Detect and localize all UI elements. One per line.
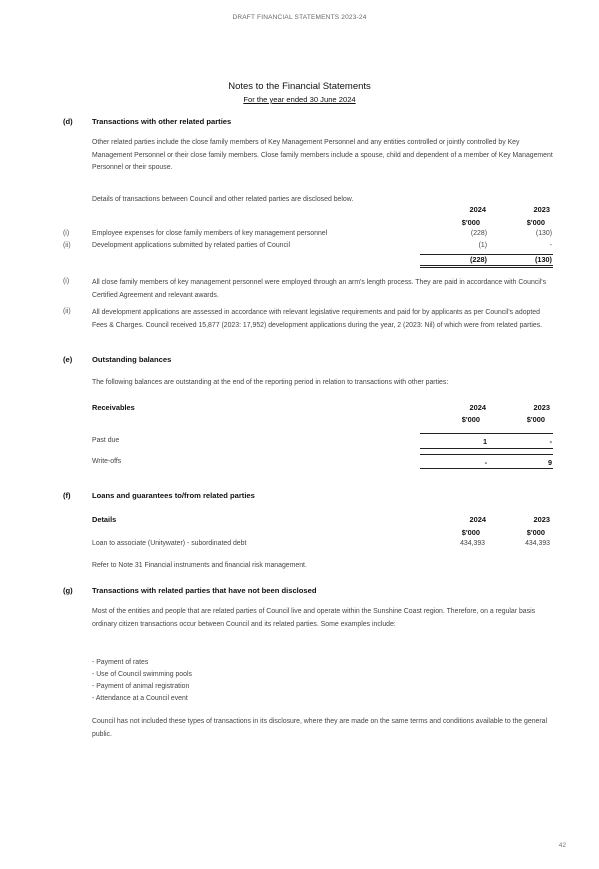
- section-e-row-label: Past due: [92, 437, 120, 444]
- section-d-row-2023: (130): [535, 230, 552, 237]
- section-e-row-rule: [420, 468, 553, 469]
- section-e-letter: (e): [63, 355, 73, 364]
- page-title: Notes to the Financial Statements: [228, 81, 371, 92]
- section-f-col-2024: 2024: [469, 515, 486, 524]
- section-d-unit-2023: $'000: [526, 218, 545, 227]
- section-e-paragraph: The following balances are outstanding at the end of the reporting period in relation to transactions with other parties:: [92, 379, 449, 386]
- section-d-total-2024: (228): [469, 255, 487, 264]
- page-subtitle: For the year ended 30 June 2024: [243, 95, 356, 104]
- section-d-paragraph-1: Other related parties include the close family members of Key Management Personnel and any entities controlled or jointly controlled by Key Management Personnel or their close family members. Close family members include a spouse, child and dependent of a member of Key Management Personnel or their spouse.: [92, 139, 553, 171]
- section-g-list-item: - Payment of rates: [92, 659, 149, 666]
- section-e-header-rule: [420, 433, 553, 434]
- section-d-row-2024: (1): [478, 242, 487, 249]
- section-e-title: Outstanding balances: [92, 355, 172, 364]
- section-f-title: Loans and guarantees to/from related parties: [92, 491, 255, 500]
- section-d-note-ref: (i): [63, 278, 70, 285]
- section-f-row-2024: 434,393: [460, 540, 485, 547]
- section-d-row-ref: (ii): [63, 242, 71, 249]
- section-d-row-label: Employee expenses for close family members of key management personnel: [92, 230, 328, 237]
- section-f-row-2023: 434,393: [525, 540, 550, 547]
- section-d-total-double-rule-2: [420, 267, 553, 268]
- section-d-unit-2024: $'000: [461, 218, 480, 227]
- section-f-note: Refer to Note 31 Financial instruments and financial risk management.: [92, 562, 307, 569]
- section-g-list-item: - Attendance at a Council event: [92, 695, 188, 702]
- section-g-title: Transactions with related parties that have not been disclosed: [92, 586, 317, 595]
- section-d-title: Transactions with other related parties: [92, 117, 232, 126]
- section-g-paragraph-2: Council has not included these types of transactions in its disclosure, where they are made on the same terms and conditions available to the general public.: [92, 718, 548, 738]
- section-d-row-label: Development applications submitted by related parties of Council: [92, 242, 291, 249]
- section-e-row-2023: 9: [547, 458, 552, 467]
- section-d-total-2023: (130): [534, 255, 552, 264]
- section-d-row-2023: -: [549, 242, 552, 249]
- section-g-list-item: - Payment of animal registration: [92, 683, 190, 690]
- section-g-list-item: - Use of Council swimming pools: [92, 671, 192, 678]
- section-e-row-label: Write-offs: [92, 458, 122, 465]
- section-e-row-rule: [420, 448, 553, 449]
- section-g-letter: (g): [63, 586, 73, 595]
- section-f-col-2023: 2023: [533, 515, 550, 524]
- section-e-row-2024: -: [484, 458, 487, 467]
- section-d-note-text: All close family members of key management personnel were employed through an arm's length process. They are paid in accordance with Council's Certified Agreement and relevant awards.: [92, 279, 547, 299]
- section-f-unit-2024: $'000: [461, 528, 480, 537]
- section-e-unit-2024: $'000: [461, 415, 480, 424]
- section-d-paragraph-2: Details of transactions between Council and other related parties are disclosed below.: [92, 196, 354, 203]
- section-e-row-2024: 1: [482, 437, 487, 446]
- section-e-row-2023: -: [549, 437, 552, 446]
- section-f-table-title: Details: [92, 515, 117, 524]
- section-d-letter: (d): [63, 117, 73, 126]
- section-e-row-rule: [420, 454, 553, 455]
- section-d-note-text: All development applications are assessed in accordance with relevant legislative requirements and paid for by applicants as per Council's adopted Fees & Charges. Council received 15,877 (2023: 17,952) development applications during the year, 2 (2023: Nil) of which were from related parties.: [92, 309, 543, 329]
- section-f-unit-2023: $'000: [526, 528, 545, 537]
- section-d-row-ref: (i): [63, 230, 70, 237]
- section-d-col-2023: 2023: [533, 205, 550, 214]
- section-g-paragraph-1: Most of the entities and people that are related parties of Council live and operate within the Sunshine Coast region. Therefore, on a regular basis ordinary citizen transactions occur between Council and its related parties. Some examples include:: [92, 608, 536, 628]
- section-f-letter: (f): [63, 491, 71, 500]
- section-e-unit-2023: $'000: [526, 415, 545, 424]
- section-f-row-label: Loan to associate (Unitywater) - subordinated debt: [92, 540, 247, 547]
- section-e-col-2023: 2023: [533, 403, 550, 412]
- section-d-row-2024: (228): [470, 230, 487, 237]
- page-number: 42: [558, 842, 566, 849]
- section-d-note-ref: (ii): [63, 308, 71, 315]
- section-d-col-2024: 2024: [469, 205, 486, 214]
- section-d-total-double-rule-1: [420, 265, 553, 266]
- document-header: DRAFT FINANCIAL STATEMENTS 2023-24: [232, 14, 367, 21]
- section-e-table-title: Receivables: [92, 403, 135, 412]
- section-e-col-2024: 2024: [469, 403, 486, 412]
